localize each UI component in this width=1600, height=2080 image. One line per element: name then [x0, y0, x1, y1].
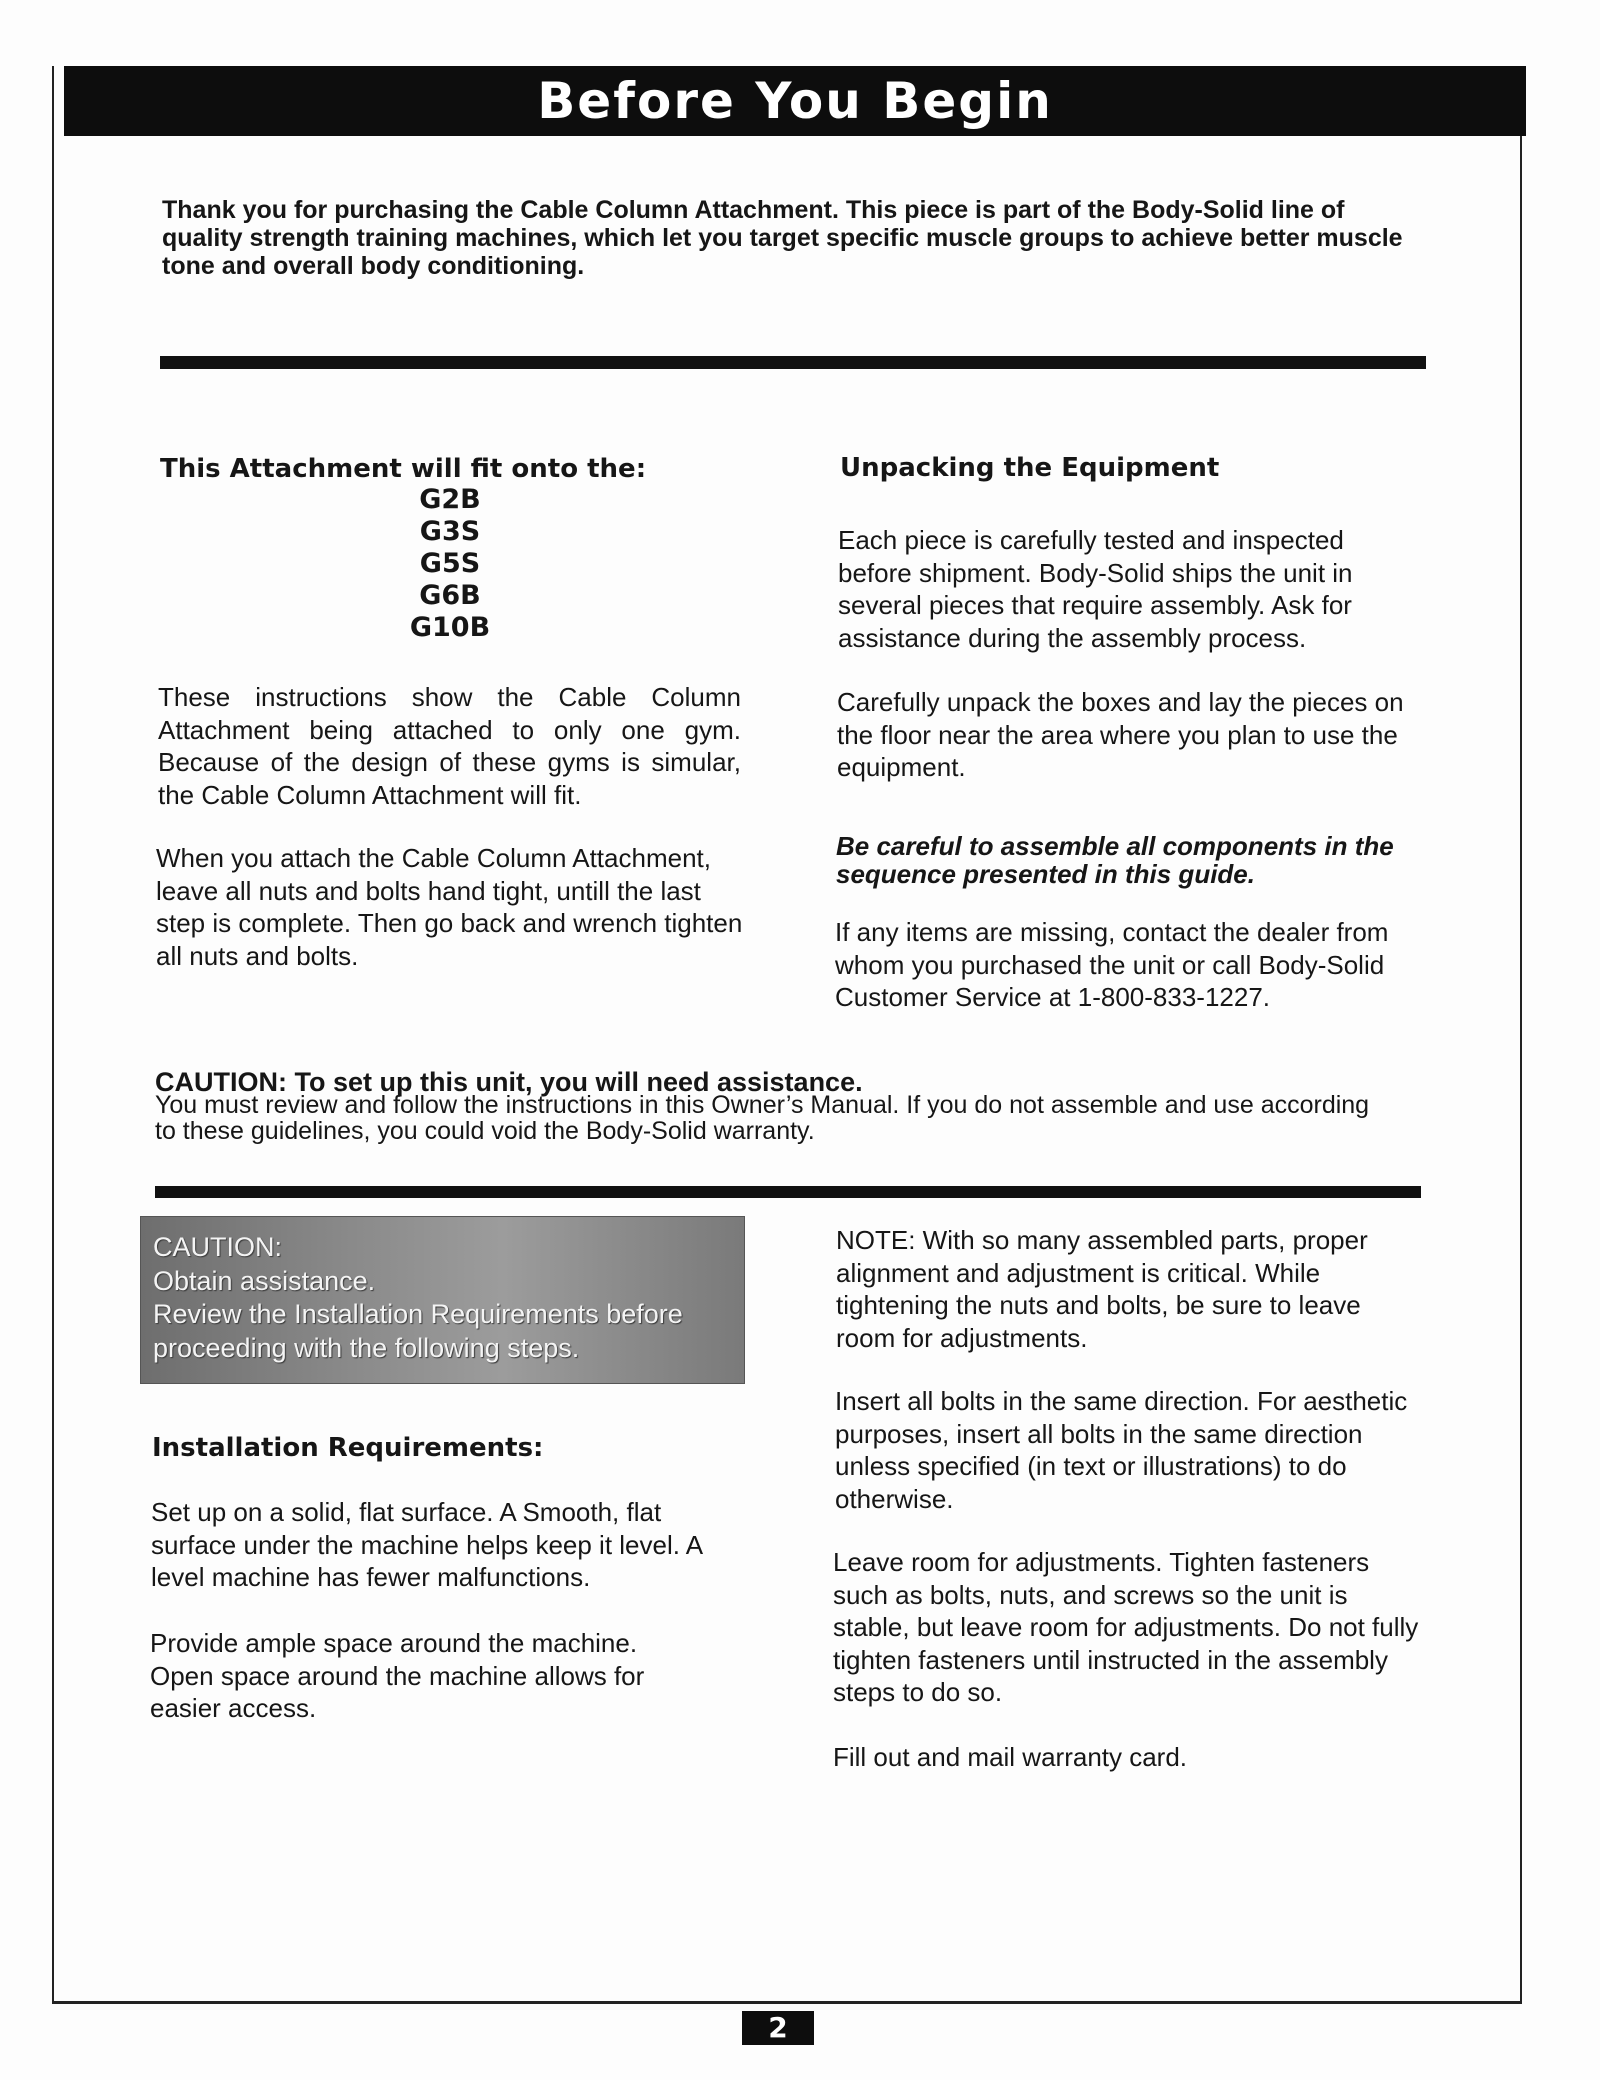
model-item: G5S	[419, 548, 481, 579]
intro-paragraph: Thank you for purchasing the Cable Column Attachment. This piece is part of the Body-Solid line of quality strength training machines, which let you target specific muscle groups to achieve better muscle tone and overall body conditioning.	[162, 196, 1403, 280]
note-paragraph-4: Fill out and mail warranty card.	[833, 1742, 1188, 1772]
unpacking-paragraph-2: Carefully unpack the boxes and lay the pieces on the floor near the area where you plan to use the equipment.	[837, 687, 1404, 782]
caution-box-line: Review the Installation Requirements before	[153, 1299, 683, 1329]
caution-callout-box	[140, 1216, 745, 1384]
note-paragraph-3: Leave room for adjustments. Tighten fasteners such as bolts, nuts, and screws so the unit is stable, but leave room for adjustments. Do not fully tighten fasteners until instructed in the assembly steps to do so.	[833, 1547, 1419, 1707]
model-item: G2B	[419, 484, 481, 515]
note-paragraph-2: Insert all bolts in the same direction. For aesthetic purposes, insert all bolts in the same direction unless specified (in text or illustrations) to do otherwise.	[835, 1386, 1408, 1514]
model-item: G10B	[409, 612, 491, 643]
model-item: G3S	[419, 516, 481, 547]
caution-box-line: CAUTION:	[153, 1232, 283, 1262]
section-divider-bottom	[155, 1186, 1421, 1198]
title-bar	[64, 66, 1526, 136]
unpacking-heading: Unpacking the Equipment	[840, 453, 1220, 483]
page-title: Before You Begin	[537, 72, 1053, 130]
unpacking-paragraph-1: Each piece is carefully tested and inspected before shipment. Body-Solid ships the unit in several pieces that require assembly. Ask for assistance during the assembly process.	[838, 525, 1353, 653]
unpacking-paragraph-3: If any items are missing, contact the dealer from whom you purchased the unit or call Body-Solid Customer Service at 1-800-833-1227.	[835, 917, 1389, 1012]
page-number: 2	[742, 2011, 814, 2045]
model-item: G6B	[419, 580, 481, 611]
note-paragraph-1: NOTE: With so many assembled parts, proper alignment and adjustment is critical. While tightening the nuts and bolts, be sure to leave room for adjustments.	[836, 1225, 1368, 1353]
assembly-sequence-warning: Be careful to assemble all components in the sequence presented in this guide.	[836, 831, 1394, 889]
installation-paragraph-1: Set up on a solid, flat surface. A Smooth, flat surface under the machine helps keep it level. A level machine has fewer malfunctions.	[151, 1497, 702, 1592]
fit-paragraph-1: These instructions show the Cable Column Attachment being attached to only one gym. Because of the design of these gyms is simular, the Cable Column Attachment will fit.	[158, 682, 741, 810]
installation-heading: Installation Requirements:	[152, 1433, 544, 1463]
fit-heading: This Attachment will fit onto the:	[160, 454, 647, 484]
caution-box-line: Obtain assistance.	[153, 1265, 376, 1296]
fit-paragraph-2: When you attach the Cable Column Attachment, leave all nuts and bolts hand tight, untill the last step is complete. Then go back and wrench tighten all nuts and bolts.	[156, 843, 743, 971]
caution-body: You must review and follow the instructions in this Owner’s Manual. If you do not assemble and use according to these guidelines, you could void the Body-Solid warranty.	[155, 1091, 1370, 1145]
installation-paragraph-2: Provide ample space around the machine. Open space around the machine allows for easier access.	[150, 1628, 645, 1723]
section-divider-top	[160, 356, 1426, 369]
model-list	[360, 484, 540, 644]
caution-heading: CAUTION: To set up this unit, you will need assistance.	[155, 1067, 863, 1097]
caution-box-line: proceeding with the following steps.	[153, 1332, 580, 1363]
